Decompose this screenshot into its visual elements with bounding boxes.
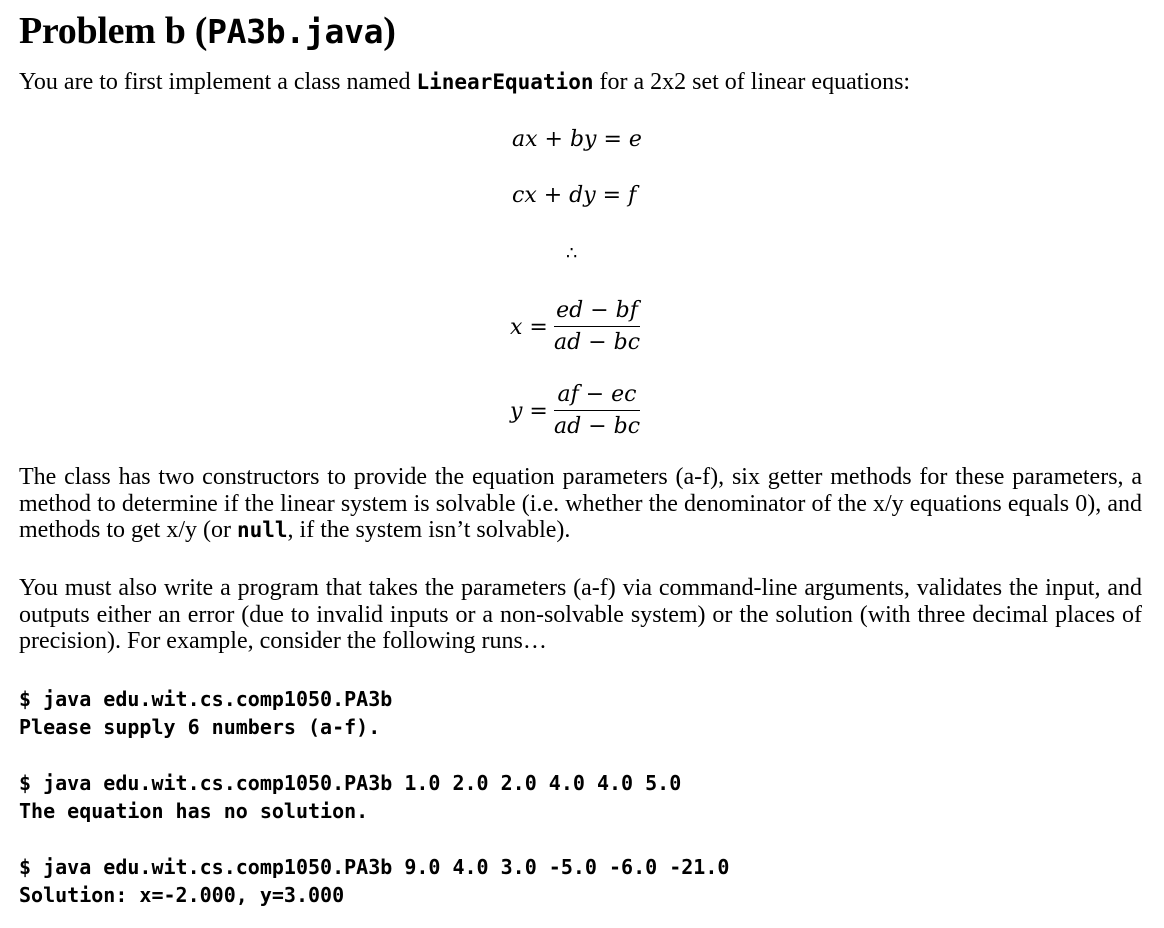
y-formula-numerator: af − ec xyxy=(554,380,640,411)
therefore-symbol: ∴ xyxy=(566,243,578,264)
null-keyword: null xyxy=(236,518,288,542)
y-formula-denominator: ad − bc xyxy=(554,414,641,439)
x-formula-lhs: x = xyxy=(510,315,548,340)
heading-paren-close: ) xyxy=(383,10,396,52)
y-formula-fraction xyxy=(554,380,640,443)
run-command: $ java edu.wit.cs.comp1050.PA3b xyxy=(19,687,393,711)
run-output: Solution: x=-2.000, y=3.000 xyxy=(19,883,345,907)
class-description-after: , if the system isn’t solvable). xyxy=(287,517,571,543)
run-command: $ java edu.wit.cs.comp1050.PA3b 1.0 2.0 2.0 4.0 4.0 5.0 xyxy=(19,771,682,795)
run-output: Please supply 6 numbers (a-f). xyxy=(19,715,381,739)
y-formula-lhs: y = xyxy=(510,399,548,424)
class-description-before: The class has two constructors to provide the equation parameters (a-f), six getter methods for these parameters, a method to determine if the linear system is solvable (i.e. whether the denominator of the x/y equations equals 0), and methods to get x/y (or xyxy=(19,464,1142,543)
example-run-1 xyxy=(19,685,392,741)
class-description-paragraph xyxy=(19,464,1142,544)
equation-line-1: ax + by = e xyxy=(512,127,642,152)
intro-class-name: LinearEquation xyxy=(416,70,594,94)
x-formula-numerator: ed − bf xyxy=(554,296,640,327)
example-run-2 xyxy=(19,769,681,825)
intro-text-after: for a 2x2 set of linear equations: xyxy=(593,69,911,95)
x-formula-fraction xyxy=(554,296,640,359)
x-formula-denominator: ad − bc xyxy=(554,330,641,355)
heading-paren-open: ( xyxy=(194,10,208,52)
intro-paragraph xyxy=(19,66,910,98)
heading-title: Problem b xyxy=(19,10,195,52)
intro-text-before: You are to first implement a class named xyxy=(19,69,417,95)
problem-heading xyxy=(19,6,396,57)
example-run-3 xyxy=(19,853,729,909)
equation-line-2: cx + dy = f xyxy=(512,183,637,208)
heading-file-name: PA3b.java xyxy=(207,12,384,51)
run-output: The equation has no solution. xyxy=(19,799,369,823)
program-description-paragraph: You must also write a program that takes the parameters (a-f) via command-line arguments, validates the input, and outputs either an error (due to invalid inputs or a non-solvable system) or the solution (with three decimal places of precision). For example, consider the following runs… xyxy=(19,575,1142,654)
run-command: $ java edu.wit.cs.comp1050.PA3b 9.0 4.0 3.0 -5.0 -6.0 -21.0 xyxy=(19,855,730,879)
